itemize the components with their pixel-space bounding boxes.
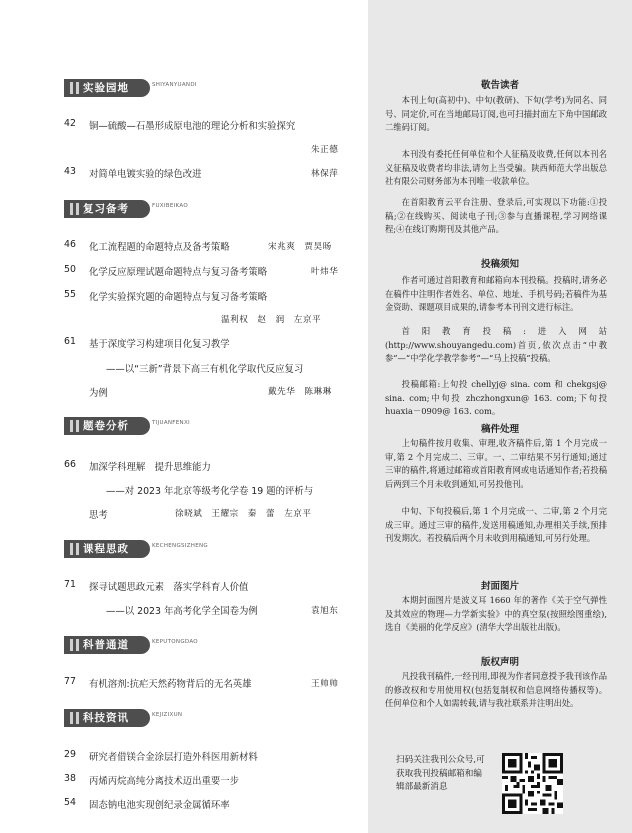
section-pinyin: TIJUANFENXI bbox=[152, 420, 190, 426]
article-authors: 林保萍 bbox=[311, 169, 339, 179]
article-authors: 袁旭东 bbox=[311, 606, 339, 616]
page-number: 54 bbox=[64, 797, 76, 808]
article-title: 基于深度学习构建项目化复习教学 bbox=[89, 339, 230, 350]
processing-paragraph: 上旬稿件按月收集、审理,收齐稿件后,第 1 个月完成一审,第 2 个月完成二、三审。一、二审结果不另行通知;通过三审的稿件,将通过邮箱或首阳教育网或电话通知作者;若投稿后两到三个月未收到通知,可另投他刊。 bbox=[385, 438, 607, 489]
submission-paragraph: 投稿邮箱:上旬投 chellyj@ sina. com 和 chekgsj@ sina. com;中旬投 zhczhongxun@ 163. com;下旬投 huaxia－0909@ 163. com。 bbox=[385, 379, 607, 416]
article-authors: 戴先华 陈琳琳 bbox=[268, 387, 332, 397]
section-name: 科技资讯 bbox=[83, 712, 129, 724]
section-name: 课程思政 bbox=[83, 543, 129, 555]
page-number: 38 bbox=[64, 773, 76, 784]
qr-caption: 扫码关注我刊公众号,可获取我刊投稿邮箱和编辑部最新消息 bbox=[396, 755, 485, 792]
section-name: 实验园地 bbox=[83, 82, 129, 94]
section-name: 复习备考 bbox=[83, 203, 129, 215]
article-title: 探寻试题思政元素 落实学科育人价值 bbox=[89, 582, 249, 593]
notice-paragraph: 本刊没有委托任何单位和个人征稿及收费,任何以本刊名义征稿及收费者均非法,请勿上当受骗。陕西师范大学出版总社有限公司财务部为本刊唯一收款单位。 bbox=[385, 149, 607, 186]
article-authors: 宋兆爽 贾昊旸 bbox=[268, 242, 332, 252]
article-subtitle: ——以 2023 年高考化学全国卷为例 bbox=[106, 606, 258, 617]
page-number: 77 bbox=[64, 676, 76, 687]
article-title: 研究者借镁合金涂层打造外科医用新材料 bbox=[89, 752, 258, 763]
article-subtitle-cont: 为例 bbox=[89, 388, 108, 399]
submission-paragraph: 首阳教育投稿:进入网站(http://www.shouyangedu.com)首页,依次点击“中教参”—“中学化学教学参考”—“马上投稿”投稿。 bbox=[385, 326, 607, 363]
page-number: 61 bbox=[64, 336, 76, 347]
page-number: 29 bbox=[64, 749, 76, 760]
article-title: 有机溶剂:抗疟天然药物背后的无名英雄 bbox=[89, 679, 252, 690]
article-authors: 朱正德 bbox=[311, 145, 339, 155]
cover-paragraph: 本期封面图片是波义耳 1660 年的著作《关于空气弹性及其效应的物理—力学新实验》中的真空泵(按照绘图重绘),选自《美丽的化学反应》(清华大学出版社出版)。 bbox=[385, 595, 607, 632]
page-number: 66 bbox=[64, 459, 76, 470]
article-title: 对简单电镀实验的绿色改进 bbox=[89, 169, 202, 180]
section-name: 科普通道 bbox=[83, 639, 129, 651]
page-number: 71 bbox=[64, 579, 76, 590]
submission-heading: 投稿须知 bbox=[480, 259, 519, 270]
page-number: 50 bbox=[64, 264, 76, 275]
copyright-paragraph: 凡投我刊稿件,一经刊用,即视为作者同意授予我刊该作品的修改权和专用使用权(包括复制权和信息网络传播权等)。任何单位和个人如需转载,请与我社联系并注明出处。 bbox=[385, 671, 607, 708]
notice-paragraph: 本刊上旬(高初中)、中旬(教研)、下旬(学考)为同名、同号、同定价,可在当地邮局订阅,也可扫描封面左下角中国邮政二维码订阅。 bbox=[385, 95, 607, 132]
section-pinyin: KECHENGSIZHENG bbox=[152, 543, 208, 549]
qr-code-icon[interactable] bbox=[502, 753, 563, 814]
page-number: 55 bbox=[64, 289, 76, 300]
article-title: 加深学科理解 提升思维能力 bbox=[89, 462, 211, 473]
processing-paragraph: 中旬、下旬投稿后,第 1 个月完成一、二审,第 2 个月完成三审。通过三审的稿件,发送用稿通知,办理相关手续,预排刊发期次。若投稿后两个月未收到用稿通知,可另行处理。 bbox=[385, 506, 607, 543]
article-title: 丙烯丙烷高纯分离技术迈出重要一步 bbox=[89, 776, 240, 787]
section-name: 题卷分析 bbox=[83, 420, 129, 432]
article-authors: 叶炜华 bbox=[311, 267, 339, 277]
article-authors: 温利权 赵 润 左京平 bbox=[221, 315, 322, 325]
page-number: 43 bbox=[64, 166, 76, 177]
cover-heading: 封面图片 bbox=[480, 581, 519, 592]
notice-heading: 敬告读者 bbox=[480, 80, 519, 91]
article-title: 化学反应原理试题命题特点与复习备考策略 bbox=[89, 267, 268, 278]
section-pinyin: SHIYANYUANDI bbox=[152, 82, 197, 88]
submission-paragraph: 作者可通过首阳教育和邮箱向本刊投稿。投稿时,请务必在稿件中注明作者姓名、单位、地址、手机号码;若稿件为基金资助、课题项目成果的,请参考本刊刊文进行标注。 bbox=[385, 275, 607, 312]
article-title: 铜—硫酸—石墨形成原电池的理论分析和实验探究 bbox=[89, 121, 296, 132]
section-pinyin: KEJIZIXUN bbox=[152, 712, 183, 718]
article-title: 化学实验探究题的命题特点与复习备考策略 bbox=[89, 292, 268, 303]
article-subtitle: ——以“三新”背景下高三有机化学取代反应复习 bbox=[106, 364, 304, 375]
article-subtitle: ——对 2023 年北京等级考化学卷 19 题的评析与 bbox=[106, 486, 314, 497]
section-pinyin: FUXIBEIKAO bbox=[152, 203, 188, 209]
page-number: 42 bbox=[64, 118, 76, 129]
copyright-heading: 版权声明 bbox=[480, 657, 519, 668]
processing-heading: 稿件处理 bbox=[480, 424, 519, 435]
notice-paragraph: 在首阳教育云平台注册、登录后,可实现以下功能:①投稿;②在线购买、阅读电子刊;③参与直播课程,学习网络课程;④在线订购期刊及其他产品。 bbox=[385, 197, 607, 234]
article-authors: 徐晓斌 王耀宗 秦 蕾 左京平 bbox=[175, 509, 312, 519]
page-number: 46 bbox=[64, 239, 76, 250]
article-authors: 王帅帅 bbox=[311, 679, 339, 689]
article-title: 化工流程题的命题特点及备考策略 bbox=[89, 242, 230, 253]
article-title: 固态钠电池实现创纪录金属循环率 bbox=[89, 800, 230, 811]
article-subtitle-cont: 思考 bbox=[89, 510, 108, 521]
section-pinyin: KEPUTONGDAO bbox=[152, 639, 198, 645]
